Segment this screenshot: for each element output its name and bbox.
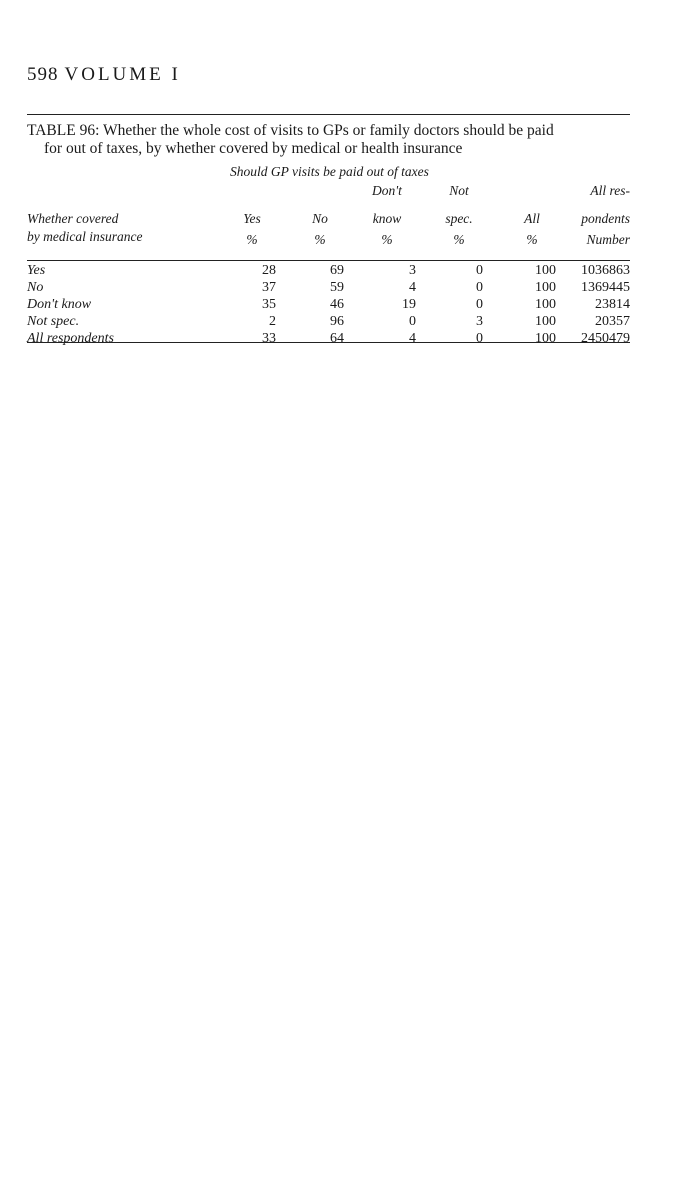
row-label: Not spec. [27,314,80,329]
column-header-line-2: spec. [445,211,473,226]
table-cell: 3 [476,314,483,329]
table-cell: 37 [262,280,276,295]
table-cell: 4 [409,331,416,346]
table-cell: 1369445 [581,280,630,295]
table-spanner: Should GP visits be paid out of taxes [230,164,429,179]
table-cell: 19 [402,297,416,312]
column-header-unit: % [381,232,393,247]
column-header-unit: % [453,232,465,247]
row-label: Don't know [27,297,92,312]
table-cell: 100 [535,297,556,312]
table-cell: 59 [330,280,344,295]
column-header-line-1: Not [449,183,469,198]
table-cell: 69 [330,263,344,278]
table-caption [27,122,633,158]
table-cell: 0 [476,331,483,346]
row-label: All respondents [27,331,114,346]
column-header-line-2: No [312,211,328,226]
stub-header-line-2: by medical insurance [27,229,143,244]
table-cell: 96 [330,314,344,329]
column-header-line-2: Yes [243,211,261,226]
table-cell: 100 [535,314,556,329]
table-cell: 0 [409,314,416,329]
header-rule [27,260,630,261]
table-cell: 100 [535,280,556,295]
row-label: No [27,280,44,295]
page-header [27,64,181,86]
row-label: Yes [27,263,46,278]
table-cell: 20357 [595,314,630,329]
column-header-unit: % [246,232,258,247]
column-header-line-2: know [372,211,402,226]
table-bottom-rule [27,342,630,343]
stub-header-line-1: Whether covered [27,211,119,226]
column-header-line-2: pondents [581,211,630,226]
column-header-unit: % [314,232,326,247]
column-header-line-2: All [524,211,540,226]
table-cell: 64 [330,331,344,346]
caption-line-1: TABLE 96: Whether the whole cost of visits to GPs or family doctors should be paid [27,122,554,139]
table-cell: 0 [476,263,483,278]
table-cell: 2 [269,314,276,329]
table-cell: 4 [409,280,416,295]
table-cell: 46 [330,297,344,312]
table-cell: 0 [476,280,483,295]
column-header-line-1: All res- [590,183,630,198]
table-cell: 100 [535,263,556,278]
table-top-rule [27,114,630,115]
column-header-unit: Number [586,232,630,247]
table-cell: 23814 [595,297,630,312]
table-cell: 33 [262,331,276,346]
table-cell: 100 [535,331,556,346]
table-cell: 3 [409,263,416,278]
page-number: 598 [27,64,59,85]
table-cell: 1036863 [581,263,630,278]
caption-line-2: for out of taxes, by whether covered by medical or health insurance [44,140,463,157]
table-cell: 2450479 [581,331,630,346]
column-header-line-1: Don't [372,183,402,198]
table-cell: 0 [476,297,483,312]
column-header-unit: % [526,232,538,247]
volume-label: VOLUME I [64,64,181,85]
table-cell: 35 [262,297,276,312]
table-cell: 28 [262,263,276,278]
